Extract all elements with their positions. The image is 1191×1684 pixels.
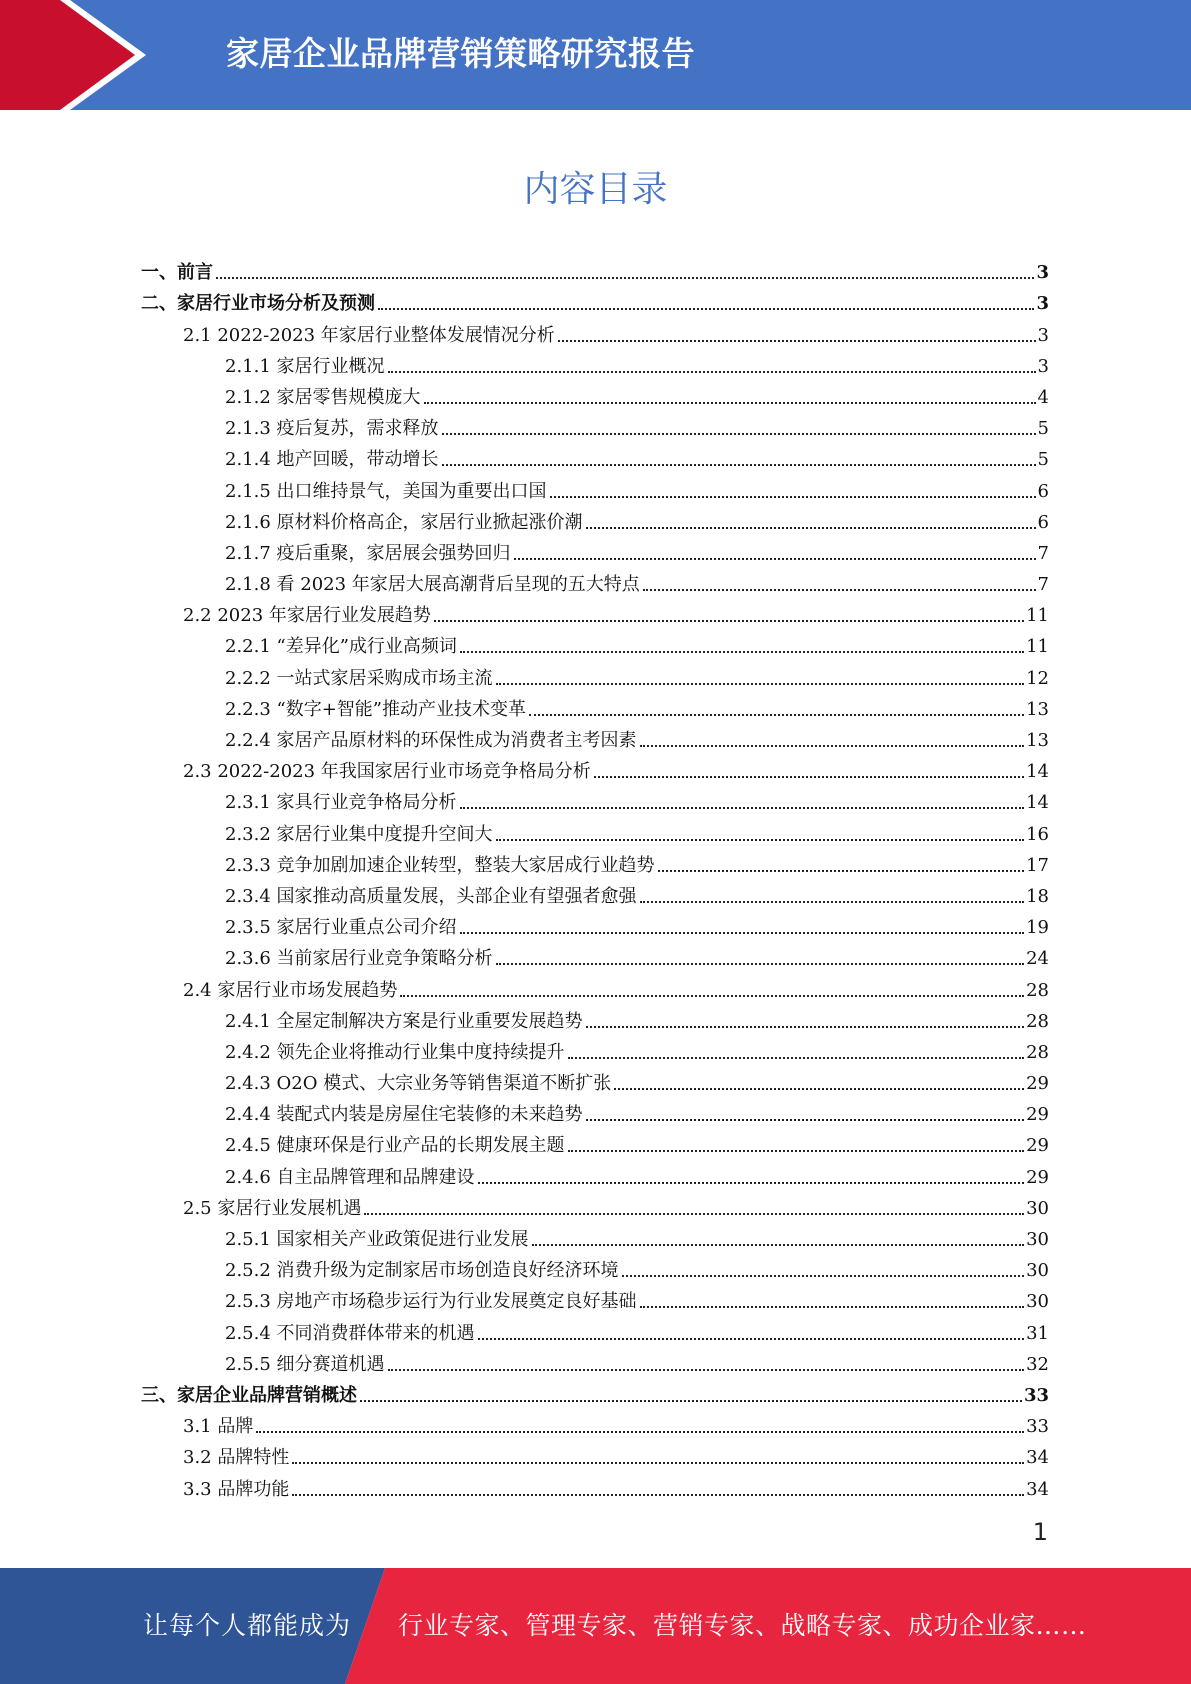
toc-entry-page: 28	[1026, 1010, 1049, 1032]
toc-entry-page: 29	[1026, 1104, 1049, 1126]
toc-entry[interactable]	[141, 347, 1049, 378]
toc-entry-title: 2.3 2022-2023 年我国家居行业市场竞争格局分析	[183, 761, 591, 783]
toc-entry-title: 2.4.6 自主品牌管理和品牌建设	[225, 1166, 475, 1188]
toc-entry-page: 17	[1026, 854, 1049, 876]
toc-entry-page: 32	[1026, 1353, 1049, 1375]
toc-entry-page: 3	[1037, 324, 1049, 346]
toc-dot-leader	[568, 1150, 1025, 1152]
toc-dot-leader	[478, 1182, 1025, 1184]
page-number: 1	[1032, 1518, 1048, 1546]
toc-entry[interactable]	[141, 1220, 1049, 1251]
toc-entry[interactable]	[141, 1407, 1049, 1438]
toc-entry-title: 2.1.2 家居零售规模庞大	[225, 386, 421, 408]
report-title: 家居企业品牌营销策略研究报告	[226, 34, 695, 73]
footer-slogan-right: 行业专家、管理专家、营销专家、战略专家、成功企业家……	[398, 1611, 1087, 1640]
toc-entry[interactable]	[141, 1064, 1049, 1095]
toc-dot-leader	[558, 340, 1036, 342]
toc-entry-page: 4	[1037, 386, 1049, 408]
toc-entry-title: 二、家居行业市场分析及预测	[141, 293, 375, 315]
toc-entry[interactable]	[141, 814, 1049, 845]
toc-entry-page: 34	[1026, 1447, 1049, 1469]
toc-dot-leader	[586, 1119, 1025, 1121]
toc-entry-page: 13	[1026, 730, 1049, 751]
toc-entry-page: 7	[1037, 542, 1049, 564]
toc-entry-page: 3	[1037, 355, 1049, 377]
toc-entry-title: 3.1 品牌	[183, 1416, 254, 1438]
toc-entry[interactable]	[141, 378, 1049, 409]
toc-entry-title: 2.1.6 原材料价格高企，家居行业掀起涨价潮	[225, 511, 583, 533]
toc-dot-leader	[364, 1213, 1024, 1215]
toc-dot-leader	[658, 870, 1025, 872]
toc-dot-leader	[442, 433, 1036, 435]
toc-entry-page: 5	[1037, 418, 1049, 440]
toc-entry-title: 2.3.6 当前家居行业竞争策略分析	[225, 948, 493, 970]
toc-entry-page: 30	[1026, 1260, 1049, 1282]
toc-entry-title: 2.3.3 竞争加剧加速企业转型，整装大家居成行业趋势	[225, 854, 655, 876]
toc-entry-page: 6	[1037, 480, 1049, 502]
toc-dot-leader	[292, 1494, 1024, 1496]
toc-entry-title: 2.5 家居行业发展机遇	[183, 1197, 362, 1219]
toc-entry-page: 19	[1026, 917, 1049, 939]
toc-entry[interactable]	[141, 1345, 1049, 1376]
toc-entry-title: 2.3.1 家具行业竞争格局分析	[225, 792, 457, 814]
toc-entry[interactable]	[141, 315, 1049, 346]
toc-dot-leader	[400, 995, 1024, 997]
toc-dot-leader	[643, 589, 1036, 591]
toc-entry[interactable]	[141, 752, 1049, 783]
toc-entry[interactable]	[141, 596, 1049, 627]
toc-entry[interactable]	[141, 721, 1049, 752]
toc-entry[interactable]	[141, 284, 1049, 315]
toc-entry-title: 2.1.3 疫后复苏，需求释放	[225, 418, 439, 440]
toc-entry[interactable]	[141, 1469, 1049, 1500]
toc-entry[interactable]	[141, 1313, 1049, 1344]
toc-dot-leader	[442, 464, 1036, 466]
toc-dot-leader	[460, 807, 1025, 809]
toc-entry[interactable]	[141, 253, 1049, 284]
toc-entry[interactable]	[141, 1282, 1049, 1313]
toc-dot-leader	[514, 558, 1036, 560]
toc-entry-page: 3	[1036, 293, 1049, 315]
toc-entry-page: 3	[1036, 262, 1049, 284]
toc-dot-leader	[378, 308, 1034, 310]
toc-entry[interactable]	[141, 970, 1049, 1001]
toc-entry-page: 16	[1026, 823, 1049, 845]
toc-entry-page: 28	[1026, 979, 1049, 1001]
toc-dot-leader	[292, 1462, 1024, 1464]
page-header	[0, 0, 1191, 110]
toc-entry-title: 一、前言	[141, 262, 213, 284]
toc-entry[interactable]	[141, 1033, 1049, 1064]
toc-entry[interactable]	[141, 1251, 1049, 1282]
toc-entry-title: 2.1 2022-2023 年家居行业整体发展情况分析	[183, 324, 555, 346]
toc-dot-leader	[388, 371, 1036, 373]
toc-entry[interactable]	[141, 690, 1049, 721]
toc-dot-leader	[496, 839, 1025, 841]
toc-entry[interactable]	[141, 908, 1049, 939]
toc-title: 内容目录	[523, 169, 668, 210]
toc-entry[interactable]	[141, 1157, 1049, 1188]
toc-entry-title: 2.5.5 细分赛道机遇	[225, 1353, 385, 1375]
toc-entry[interactable]	[141, 846, 1049, 877]
toc-entry[interactable]	[141, 877, 1049, 908]
toc-entry-page: 12	[1026, 667, 1049, 689]
toc-entry-title: 2.3.4 国家推动高质量发展，头部企业有望强者愈强	[225, 885, 637, 907]
toc-entry-title: 2.2.2 一站式家居采购成市场主流	[225, 667, 493, 689]
toc-entry-title: 2.5.4 不同消费群体带来的机遇	[225, 1322, 475, 1344]
toc-entry-title: 2.4.1 全屋定制解决方案是行业重要发展趋势	[225, 1010, 583, 1032]
toc-dot-leader	[640, 901, 1025, 903]
toc-entry[interactable]	[141, 1189, 1049, 1220]
toc-entry[interactable]	[141, 627, 1049, 658]
toc-dot-leader	[594, 776, 1024, 778]
toc-dot-leader	[460, 932, 1025, 934]
toc-entry-title: 2.1.4 地产回暖，带动增长	[225, 449, 439, 471]
toc-entry-page: 14	[1026, 792, 1049, 814]
page-footer	[0, 1568, 1191, 1684]
toc-entry-page: 33	[1026, 1416, 1049, 1438]
toc-dot-leader	[640, 1306, 1025, 1308]
toc-entry-title: 2.2.4 家居产品原材料的环保性成为消费者主考因素	[225, 730, 637, 751]
toc-entry[interactable]	[141, 1126, 1049, 1157]
toc-entry-title: 2.4.2 领先企业将推动行业集中度持续提升	[225, 1041, 565, 1063]
toc-entry-title: 三、家居企业品牌营销概述	[141, 1384, 357, 1406]
toc-entry[interactable]	[141, 503, 1049, 534]
toc-dot-leader	[550, 496, 1036, 498]
toc-dot-leader	[478, 1338, 1025, 1340]
toc-entry[interactable]	[141, 939, 1049, 970]
toc-dot-leader	[256, 1431, 1024, 1433]
toc-entry-title: 3.3 品牌功能	[183, 1478, 290, 1500]
toc-dot-leader	[586, 527, 1036, 529]
toc-entry[interactable]	[141, 1095, 1049, 1126]
toc-entry-page: 11	[1026, 605, 1049, 627]
toc-dot-leader	[216, 277, 1034, 279]
toc-entry-title: 2.2.1 “差异化”成行业高频词	[225, 636, 457, 658]
toc-entry-page: 18	[1026, 885, 1049, 907]
toc-entry[interactable]	[141, 440, 1049, 471]
toc-entry-title: 2.3.2 家居行业集中度提升空间大	[225, 823, 493, 845]
footer-slogan-left: 让每个人都能成为	[143, 1611, 352, 1640]
toc-dot-leader	[622, 1275, 1025, 1277]
toc-entry-title: 2.1.5 出口维持景气，美国为重要出口国	[225, 480, 547, 502]
toc-entry-page: 34	[1026, 1478, 1049, 1500]
toc-entry-page: 30	[1026, 1291, 1049, 1313]
toc-dot-leader	[529, 714, 1024, 716]
toc-dot-leader	[424, 402, 1036, 404]
toc-entry-page: 13	[1026, 698, 1049, 720]
toc-dot-leader	[568, 1057, 1025, 1059]
toc-entry[interactable]	[141, 1002, 1049, 1033]
toc-entry-title: 2.4.5 健康环保是行业产品的长期发展主题	[225, 1135, 565, 1157]
toc-dot-leader	[532, 1244, 1025, 1246]
toc-dot-leader	[614, 1088, 1024, 1090]
toc-entry-title: 2.4.3 O2O 模式、大宗业务等销售渠道不断扩张	[225, 1073, 612, 1095]
toc-entry-page: 30	[1026, 1229, 1049, 1250]
toc-entry-page: 24	[1026, 948, 1049, 970]
toc-entry-page: 30	[1026, 1197, 1049, 1219]
toc-entry-page: 29	[1026, 1073, 1049, 1095]
toc-entry-title: 2.2.3 “数字+智能”推动产业技术变革	[225, 698, 527, 720]
toc-dot-leader	[388, 1369, 1025, 1371]
toc-dot-leader	[496, 963, 1025, 965]
toc-entry-title: 2.5.2 消费升级为定制家居市场创造良好经济环境	[225, 1260, 619, 1282]
toc-entry-page: 11	[1026, 636, 1049, 658]
toc-entry[interactable]	[141, 1438, 1049, 1469]
toc-entry[interactable]	[141, 534, 1049, 565]
toc-entry-title: 2.1.7 疫后重聚，家居展会强势回归	[225, 542, 511, 564]
toc-entry[interactable]	[141, 658, 1049, 689]
toc-dot-leader	[640, 745, 1025, 747]
toc-entry-title: 2.5.3 房地产市场稳步运行为行业发展奠定良好基础	[225, 1291, 637, 1313]
toc-entry[interactable]	[141, 471, 1049, 502]
toc-entry-page: 31	[1026, 1322, 1049, 1344]
toc-entry-title: 2.4.4 装配式内装是房屋住宅装修的未来趋势	[225, 1104, 583, 1126]
toc-entry-title: 2.4 家居行业市场发展趋势	[183, 979, 398, 1001]
toc-entry-title: 2.5.1 国家相关产业政策促进行业发展	[225, 1229, 529, 1250]
toc-dot-leader	[434, 620, 1024, 622]
toc-entry-page: 5	[1037, 449, 1049, 471]
toc-entry-page: 28	[1026, 1041, 1049, 1063]
toc-dot-leader	[460, 651, 1024, 653]
toc-dot-leader	[360, 1400, 1022, 1402]
toc-entry[interactable]	[141, 409, 1049, 440]
toc-entry[interactable]	[141, 783, 1049, 814]
toc-entry-title: 2.1.8 看 2023 年家居大展高潮背后呈现的五大特点	[225, 574, 640, 596]
toc-dot-leader	[496, 683, 1025, 685]
toc-entry-title: 2.2 2023 年家居行业发展趋势	[183, 605, 431, 627]
toc-entry-page: 29	[1026, 1166, 1049, 1188]
toc-dot-leader	[586, 1026, 1025, 1028]
table-of-contents	[141, 253, 1049, 1501]
toc-entry-page: 14	[1026, 761, 1049, 783]
toc-entry-page: 7	[1037, 574, 1049, 596]
toc-entry[interactable]	[141, 565, 1049, 596]
toc-entry-page: 29	[1026, 1135, 1049, 1157]
toc-entry[interactable]	[141, 1376, 1049, 1407]
toc-entry-page: 33	[1023, 1384, 1049, 1406]
toc-entry-title: 2.3.5 家居行业重点公司介绍	[225, 917, 457, 939]
toc-entry-title: 2.1.1 家居行业概况	[225, 355, 385, 377]
toc-entry-title: 3.2 品牌特性	[183, 1447, 290, 1469]
toc-entry-page: 6	[1037, 511, 1049, 533]
